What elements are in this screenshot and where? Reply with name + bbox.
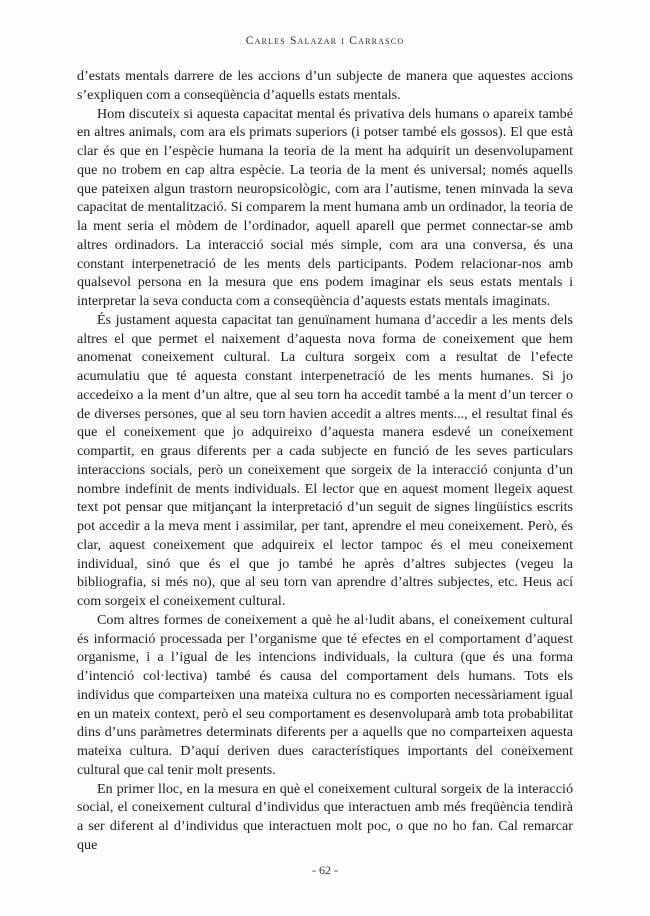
paragraph: Com altres formes de coneixement a què he al·ludit abans, el coneixement cultural és informació processada per l’organisme que té efectes en el comportament d’aquest organisme, i a l’igual de les intencions individuals, la cultura (que és una forma d’intenció col·lectiva) també és causa del comportament dels humans. Tots els individus que comparteixen una mateixa cultura no es comporten necessàriament igual en un mateix context, però el seu comportament es desenvoluparà amb tota probabilitat dins d’uns paràmetres determinats diferents per a aquells que no comparteixen aquesta mateixa cultura. D’aquí deriven dues característiques importants del coneixement cultural que cal tenir molt presents. <box>77 611 573 778</box>
paragraph: És justament aquesta capacitat tan genuïnament humana d’accedir a les ments dels altres el que permet el naixement d’aquesta nova forma de coneixement que hem anomenat coneixement cultural. La cultura sorgeix com a resultat de l’efecte acumulatiu que té aquesta constant interpenetració de les ments humanes. Si jo accedeixo a la ment d’un altre, que al seu torn ha accedit també a la ment d’un tercer o de diverses persones, que al seu torn havien accedit a altres ments..., el resultat final és que el coneixement que jo adquireixo d’aquesta manera esdevé un coneixement compartit, en graus diferents per a cada subjecte en funció de les seves particulars interaccions socials, però un coneixement que sorgeix de la interacció conjunta d’un nombre indefinit de ments individuals. El lector que en aquest moment llegeix aquest text pot pensar que mitjançant la interpretació d’un seguit de signes lingüístics escrits pot accedir a la meva ment i assimilar, per tant, aprendre el meu coneixement. Però, és clar, aquest coneixement que adquireix el lector tampoc és el meu coneixement individual, sinó que és el que jo també he après d’altres subjectes (vegeu la bibliografia, si més no), que al seu torn van aprendre d’altres subjectes, etc. Heus ací com sorgeix el coneixement cultural. <box>77 311 573 609</box>
page-number: - 62 - <box>312 863 338 877</box>
paragraph: Hom discuteix si aquesta capacitat mental és privativa dels humans o apareix també en altres animals, com ara els primats superiors (i potser també els gossos). El que està clar és que en l’espècie humana la teoria de la ment ha adquirit un desenvolupament que no trobem en cap altra espècie. La teoria de la ment és universal; només aquells que pateixen algun trastorn neuropsicològic, com ara l’autisme, tenen minvada la seva capacitat de mentalització. Si comparem la ment humana amb un ordinador, la teoria de la ment seria el mòdem de l’ordinador, aquell aparell que permet connectar-se amb altres ordinadors. La interacció social més simple, com ara una conversa, és una constant interpenetració de les ments dels participants. Podem relacionar-nos amb qualsevol persona en la mesura que ens podem imaginar els seus estats mentals i interpretar la seva conducta com a conseqüència d’aquests estats mentals imaginats. <box>77 105 573 309</box>
paragraph: d’estats mentals darrere de les accions d’un subjecte de manera que aquestes accions s’expliquen com a conseqüència d’aquells estats mentals. <box>77 68 573 103</box>
running-head: Carles Salazar i Carrasco <box>245 35 405 47</box>
body-text <box>77 67 573 855</box>
paragraph: En primer lloc, en la mesura en què el coneixement cultural sorgeix de la interacció social, el coneixement cultural d’individus que interactuen amb més freqüència tendirà a ser diferent al d’individus que interactuen molt poc, o que no ho fan. Cal remarcar que <box>77 780 573 853</box>
